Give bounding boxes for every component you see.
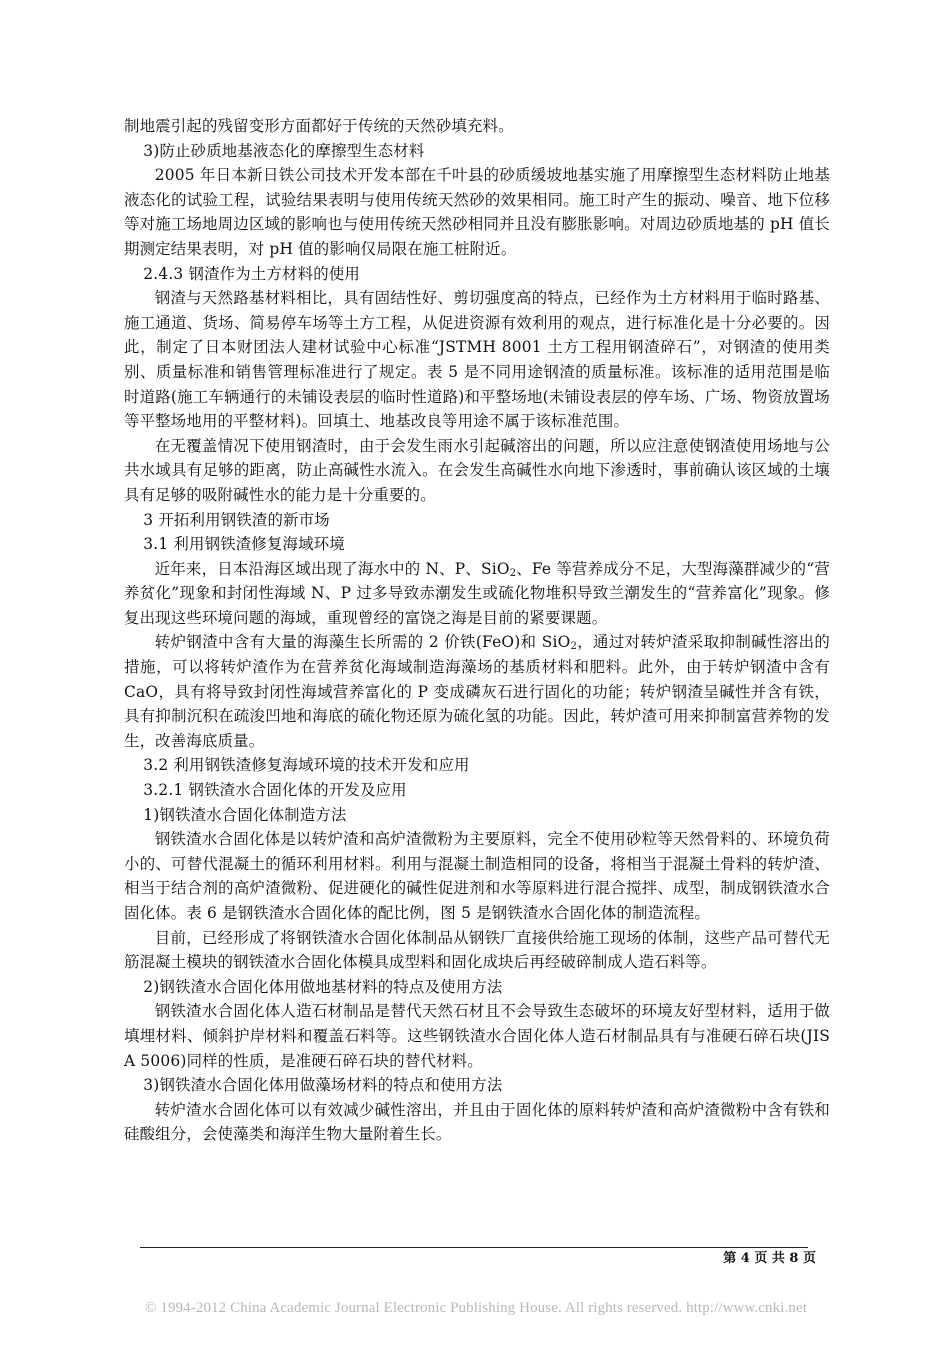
paragraph-converter-slag: [124, 630, 830, 753]
paragraph-alkali-leaching: 在无覆盖情况下使用钢渣时，由于会发生雨水引起碱溶出的问题，所以应注意使钢渣使用场地与公共水域具有足够的距离，防止高碱性水流入。在会发生高碱性水向地下渗透时，事前确认该区域的土壤具有足够的吸附碱性水的能力是十分重要的。: [124, 436, 830, 504]
paragraph-supply-system: 目前，已经形成了将钢铁渣水合固化体制品从钢铁厂直接供给施工现场的体制，这些产品可替代无筋混凝土模块的钢铁渣水合固化体模具成型料和固化成块后再经破碎制成人造石料等。: [124, 928, 830, 972]
subheading-friction-eco-material: 3)防止砂质地基液态化的摩擦型生态材料: [143, 141, 425, 160]
section-heading-3-2-1: 3.2.1 钢铁渣水合固化体的开发及应用: [143, 781, 407, 800]
section-heading-3-1: 3.1 利用钢铁渣修复海域环境: [143, 535, 345, 554]
section-heading-3-2: 3.2 利用钢铁渣修复海域环境的技术开发和应用: [143, 756, 470, 775]
text-segment: ，通过对转炉渣采取抑制碱性溶出的措施，可以将转炉渣作为在营养贫化海域制造海藻场的基质材料和肥料。此外，由于转炉钢渣中含有 CaO，具有将导致封闭性海域营养富化的 P 变成磷灰石进行固化的功能；转炉钢渣呈碱性并含有铁，具有抑制沉积在疏浚凹地和海底的硫化物还原为硫化氢的功能。因此，转炉渣可用来抑制富营养物的发生，改善海底质量。: [124, 633, 831, 750]
subheading-seaweed-bed-material: 3)钢铁渣水合固化体用做藻场材料的特点和使用方法: [143, 1076, 503, 1095]
page-number: 第 4 页 共 8 页: [723, 1251, 816, 1266]
paragraph-hydrated-solid: 钢铁渣水合固化体是以转炉渣和高炉渣微粉为主要原料，完全不使用砂粒等天然骨料的、环境负荷小的、可替代混凝土的循环利用材料。利用与混凝土制造相同的设备，将相当于混凝土骨料的转炉渣、相当于结合剂的高炉渣微粉、促进硬化的碱性促进剂和水等原料进行混合搅拌、成型，制成钢铁渣水合固化体。表 6 是钢铁渣水合固化体的配比例，图 5 是钢铁渣水合固化体的制造流程。: [124, 830, 830, 922]
section-heading-2-4-3: 2.4.3 钢渣作为土方材料的使用: [143, 264, 360, 283]
paragraph-continued: 制地震引起的残留变形方面都好于传统的天然砂填充料。: [124, 117, 514, 135]
text-segment: 、Fe 等营养成分不足，大型海藻群减少的“营养贫化”现象和封闭性海域 N、P 过多导致赤潮发生或硫化物堆积导致兰潮发生的“营养富化”现象。修复出现这些环境问题的海域，重现曾经的富饶之海是目前的紧要课题。: [124, 559, 830, 627]
subheading-foundation-material: 2)钢铁渣水合固化体用做地基材料的特点及使用方法: [143, 977, 503, 996]
paragraph-artificial-stone: 钢铁渣水合固化体人造石材制品是替代天然石材且不会导致生态破坏的环境友好型材料，适用于做填埋材料、倾斜护岸材料和覆盖石料等。这些钢铁渣水合固化体人造石材制品具有与准硬石碎石块(JIS A 5006)同样的性质，是准硬石碎石块的替代材料。: [124, 1002, 830, 1070]
text-segment: 转炉钢渣中含有大量的海藻生长所需的 2 价铁(FeO)和 SiO: [154, 633, 571, 652]
copyright-watermark: © 1994-2012 China Academic Journal Electronic Publishing House. All rights reserved. http://www.cnki.net: [145, 1300, 807, 1316]
paragraph-alkali-reduction: 转炉渣水合固化体可以有效减少碱性溶出，并且由于固化体的原料转炉渣和高炉渣微粉中含有铁和硅酸组分，会使藻类和海洋生物大量附着生长。: [124, 1100, 830, 1144]
paragraph-nutrient-poverty: [124, 557, 830, 631]
document-body: [124, 114, 830, 1147]
subscript: 2: [570, 641, 578, 653]
text-segment: 近年来，日本沿海区域出现了海水中的 N、P、SiO: [154, 559, 510, 578]
subscript: 2: [509, 567, 517, 579]
paragraph-slag-earthwork: 钢渣与天然路基材料相比，具有固结性好、剪切强度高的特点，已经作为土方材料用于临时路基、施工通道、货场、简易停车场等土方工程，从促进资源有效利用的观点，进行标准化是十分必要的。因此，制定了日本财团法人建材试验中心标准“JSTMH 8001 土方工程用钢渣碎石”，对钢渣的使用类别、质量标准和销售管理标准进行了规定。表 5 是不同用途钢渣的质量标准。该标准的适用范围是临时道路(施工车辆通行的未铺设表层的临时性道路)和平整场地(未铺设表层的停车场、广场、物资放置场等平整场地用的平整材料)。回填土、地基改良等用途不属于该标准范围。: [124, 289, 830, 431]
subheading-manufacturing-method: 1)钢铁渣水合固化体制造方法: [143, 805, 347, 824]
footer-divider: [140, 1247, 808, 1248]
section-heading-3: 3 开拓利用钢铁渣的新市场: [143, 510, 330, 529]
paragraph-nippon-steel-test: 2005 年日本新日铁公司技术开发本部在千叶县的砂质缓坡地基实施了用摩擦型生态材料防止地基液态化的试验工程，试验结果表明与使用传统天然砂的效果相同。施工时产生的振动、噪音、地下位移等对施工场地周边区域的影响也与使用传统天然砂相同并且没有膨胀影响。对周边砂质地基的 pH 值长期测定结果表明，对 pH 值的影响仅局限在施工桩附近。: [124, 166, 830, 258]
